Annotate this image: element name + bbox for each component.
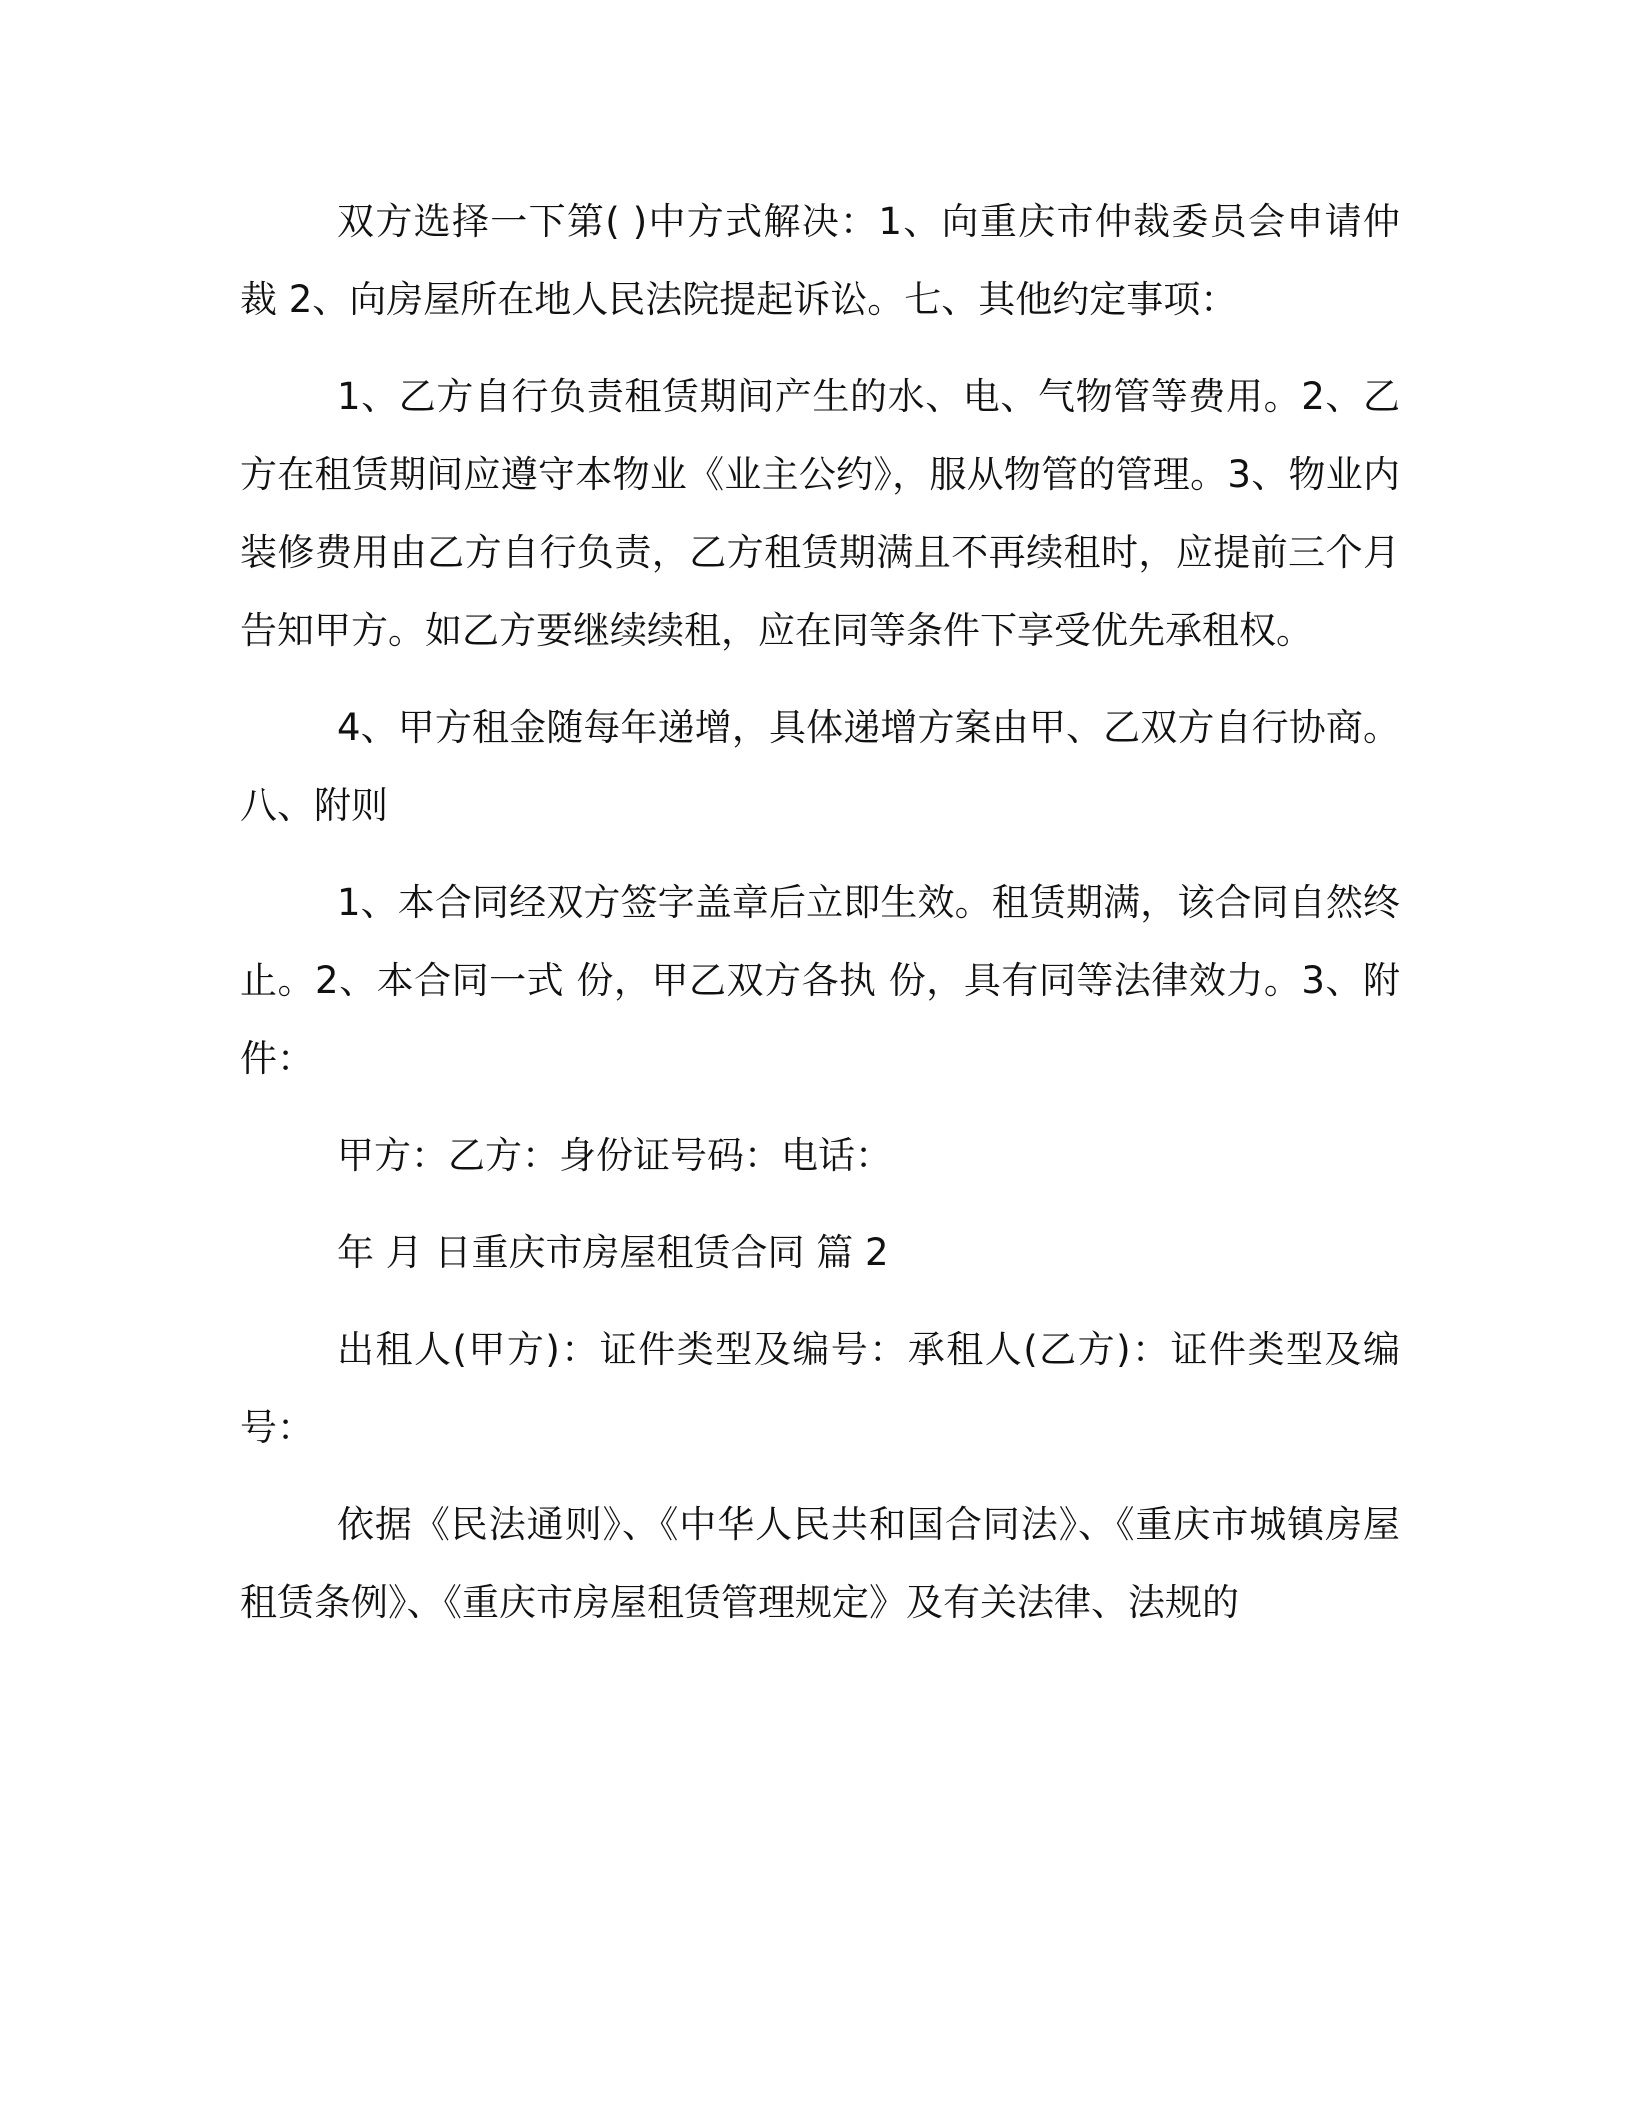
paragraph-rent-increase: 4、甲方租金随每年递增，具体递增方案由甲、乙双方自行协商。八、附则: [240, 706, 1400, 827]
paragraph-supplementary-rules: 1、本合同经双方签字盖章后立即生效。租赁期满，该合同自然终止。2、本合同一式 份，甲乙双方各执 份，具有同等法律效力。3、附件：: [240, 881, 1400, 1080]
paragraph-dispute-resolution: 双方选择一下第( )中方式解决：1、向重庆市仲裁委员会申请仲裁 2、向房屋所在地人民法院提起诉讼。七、其他约定事项：: [240, 200, 1400, 321]
paragraph-other-terms: 1、乙方自行负责租赁期间产生的水、电、气物管等费用。2、乙方在租赁期间应遵守本物业《业主公约》，服从物管的管理。3、物业内装修费用由乙方自行负责，乙方租赁期满且不再续租时，应提前三个月告知甲方。如乙方要继续续租，应在同等条件下享受优先承租权。: [240, 375, 1400, 652]
paragraph-date-and-title: 年 月 日重庆市房屋租赁合同 篇 2: [337, 1231, 889, 1274]
paragraph-parties: 出租人(甲方)：证件类型及编号：承租人(乙方)：证件类型及编号：: [240, 1328, 1400, 1449]
document-body: [240, 183, 1400, 1661]
paragraph-legal-basis: 依据《民法通则》、《中华人民共和国合同法》、《重庆市城镇房屋租赁条例》、《重庆市房屋租赁管理规定》及有关法律、法规的: [240, 1503, 1400, 1624]
paragraph-signature-fields: 甲方：乙方：身份证号码：电话：: [337, 1134, 892, 1177]
